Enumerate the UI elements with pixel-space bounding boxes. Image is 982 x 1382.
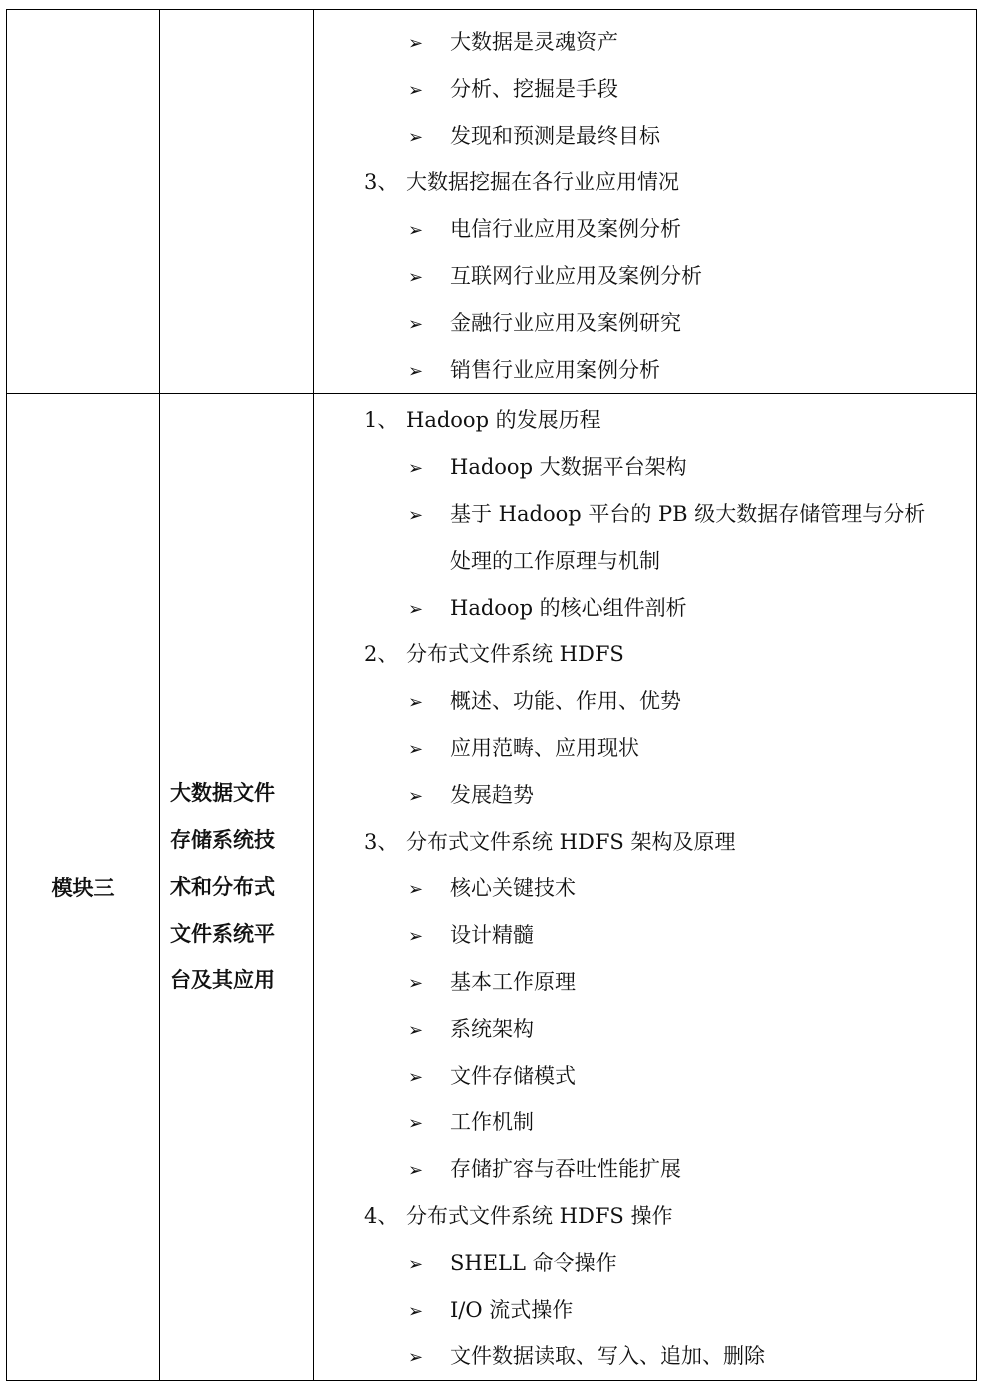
arrow-bullet-icon: ➢ (408, 313, 424, 335)
bullet-text: 互联网行业应用及案例分析 (450, 263, 702, 288)
bullet-item (364, 1099, 976, 1146)
bullet-text: 发展趋势 (450, 782, 534, 807)
heading-number: 3、 (364, 170, 399, 195)
arrow-bullet-icon: ➢ (408, 1347, 424, 1369)
content-cell (314, 394, 977, 1381)
arrow-bullet-icon: ➢ (408, 220, 424, 242)
arrow-bullet-icon: ➢ (408, 1300, 424, 1322)
bullet-item (364, 491, 976, 538)
numbered-heading (364, 159, 976, 206)
arrow-bullet-icon: ➢ (408, 1113, 424, 1135)
bullet-text: 电信行业应用及案例分析 (450, 217, 681, 242)
bullet-text: 销售行业应用案例分析 (450, 357, 660, 382)
bullet-item (364, 865, 976, 912)
bullet-item (364, 959, 976, 1006)
curriculum-table (6, 9, 977, 1381)
bullet-text: 应用范畴、应用现状 (450, 735, 639, 760)
module-label: 模块三 (51, 876, 115, 901)
topic-line: 存储系统技 (170, 828, 275, 853)
bullet-text: SHELL 命令操作 (450, 1250, 617, 1275)
bullet-item (364, 19, 976, 66)
bullet-text: I/O 流式操作 (450, 1297, 574, 1322)
heading-text: 大数据挖掘在各行业应用情况 (406, 170, 679, 195)
arrow-bullet-icon: ➢ (408, 33, 424, 54)
bullet-item (364, 1240, 976, 1287)
bullet-item (364, 300, 976, 347)
topic-line: 大数据文件 (170, 781, 275, 806)
bullet-text: 大数据是灵魂资产 (450, 30, 618, 54)
bullet-item (364, 912, 976, 959)
bullet-item (364, 113, 976, 160)
bullet-text: 系统架构 (450, 1016, 534, 1041)
bullet-item (364, 678, 976, 725)
arrow-bullet-icon: ➢ (408, 1253, 424, 1275)
arrow-bullet-icon: ➢ (408, 504, 424, 526)
arrow-bullet-icon: ➢ (408, 1160, 424, 1182)
bullet-text: 金融行业应用及案例研究 (450, 310, 681, 335)
bullet-item (364, 253, 976, 300)
bullet-item (364, 1287, 976, 1334)
content-list (364, 397, 976, 1380)
arrow-bullet-icon: ➢ (408, 692, 424, 714)
topic-cell (160, 394, 314, 1381)
heading-text: 分布式文件系统 HDFS 架构及原理 (406, 829, 736, 854)
arrow-bullet-icon: ➢ (408, 458, 424, 480)
numbered-heading (364, 819, 976, 866)
bullet-item (364, 772, 976, 819)
arrow-bullet-icon: ➢ (408, 126, 424, 148)
bullet-item (364, 1053, 976, 1100)
topic-line: 文件系统平 (170, 921, 275, 946)
topic-line: 台及其应用 (170, 968, 275, 993)
bullet-item (364, 585, 976, 632)
arrow-bullet-icon: ➢ (408, 738, 424, 760)
heading-number: 4、 (364, 1203, 399, 1228)
bullet-continuation-text: 处理的工作原理与机制 (450, 548, 660, 573)
bullet-item (364, 206, 976, 253)
arrow-bullet-icon: ➢ (408, 266, 424, 288)
bullet-item (364, 1146, 976, 1193)
heading-text: Hadoop 的发展历程 (406, 408, 601, 433)
heading-text: 分布式文件系统 HDFS (406, 642, 624, 667)
bullet-text: 工作机制 (450, 1110, 534, 1135)
numbered-heading (364, 1193, 976, 1240)
bullet-item (364, 1333, 976, 1380)
numbered-heading (364, 397, 976, 444)
heading-number: 2、 (364, 642, 399, 667)
bullet-item (364, 347, 976, 394)
arrow-bullet-icon: ➢ (408, 79, 424, 101)
table-row (7, 10, 977, 394)
bullet-text: 发现和预测是最终目标 (450, 123, 660, 148)
numbered-heading (364, 631, 976, 678)
arrow-bullet-icon: ➢ (408, 926, 424, 948)
arrow-bullet-icon: ➢ (408, 360, 424, 382)
arrow-bullet-icon: ➢ (408, 972, 424, 994)
arrow-bullet-icon: ➢ (408, 785, 424, 807)
bullet-item (364, 66, 976, 113)
arrow-bullet-icon: ➢ (408, 1019, 424, 1041)
topic-cell-empty (160, 10, 314, 394)
table-row (7, 394, 977, 1381)
heading-number: 3、 (364, 829, 399, 854)
bullet-item (364, 725, 976, 772)
module-cell (7, 394, 160, 1381)
arrow-bullet-icon: ➢ (408, 879, 424, 901)
heading-number: 1、 (364, 408, 399, 433)
bullet-text: 基于 Hadoop 平台的 PB 级大数据存储管理与分析 (450, 501, 926, 526)
bullet-text: 文件数据读取、写入、追加、删除 (450, 1344, 765, 1369)
bullet-text: 设计精髓 (450, 923, 534, 948)
bullet-text: 存储扩容与吞吐性能扩展 (450, 1157, 681, 1182)
arrow-bullet-icon: ➢ (408, 1066, 424, 1088)
bullet-text: Hadoop 的核心组件剖析 (450, 595, 687, 620)
bullet-text: 概述、功能、作用、优势 (450, 689, 681, 714)
bullet-text: 文件存储模式 (450, 1063, 576, 1088)
bullet-item (364, 1006, 976, 1053)
arrow-bullet-icon: ➢ (408, 598, 424, 620)
bullet-continuation (364, 538, 976, 585)
bullet-text: Hadoop 大数据平台架构 (450, 455, 687, 480)
bullet-text: 分析、挖掘是手段 (450, 76, 618, 101)
bullet-item (364, 444, 976, 491)
bullet-text: 核心关键技术 (450, 876, 576, 901)
content-list (364, 19, 976, 393)
topic-line: 术和分布式 (170, 874, 275, 899)
bullet-text: 基本工作原理 (450, 969, 576, 994)
content-cell (314, 10, 977, 394)
heading-text: 分布式文件系统 HDFS 操作 (406, 1203, 673, 1228)
module-cell-empty (7, 10, 160, 394)
